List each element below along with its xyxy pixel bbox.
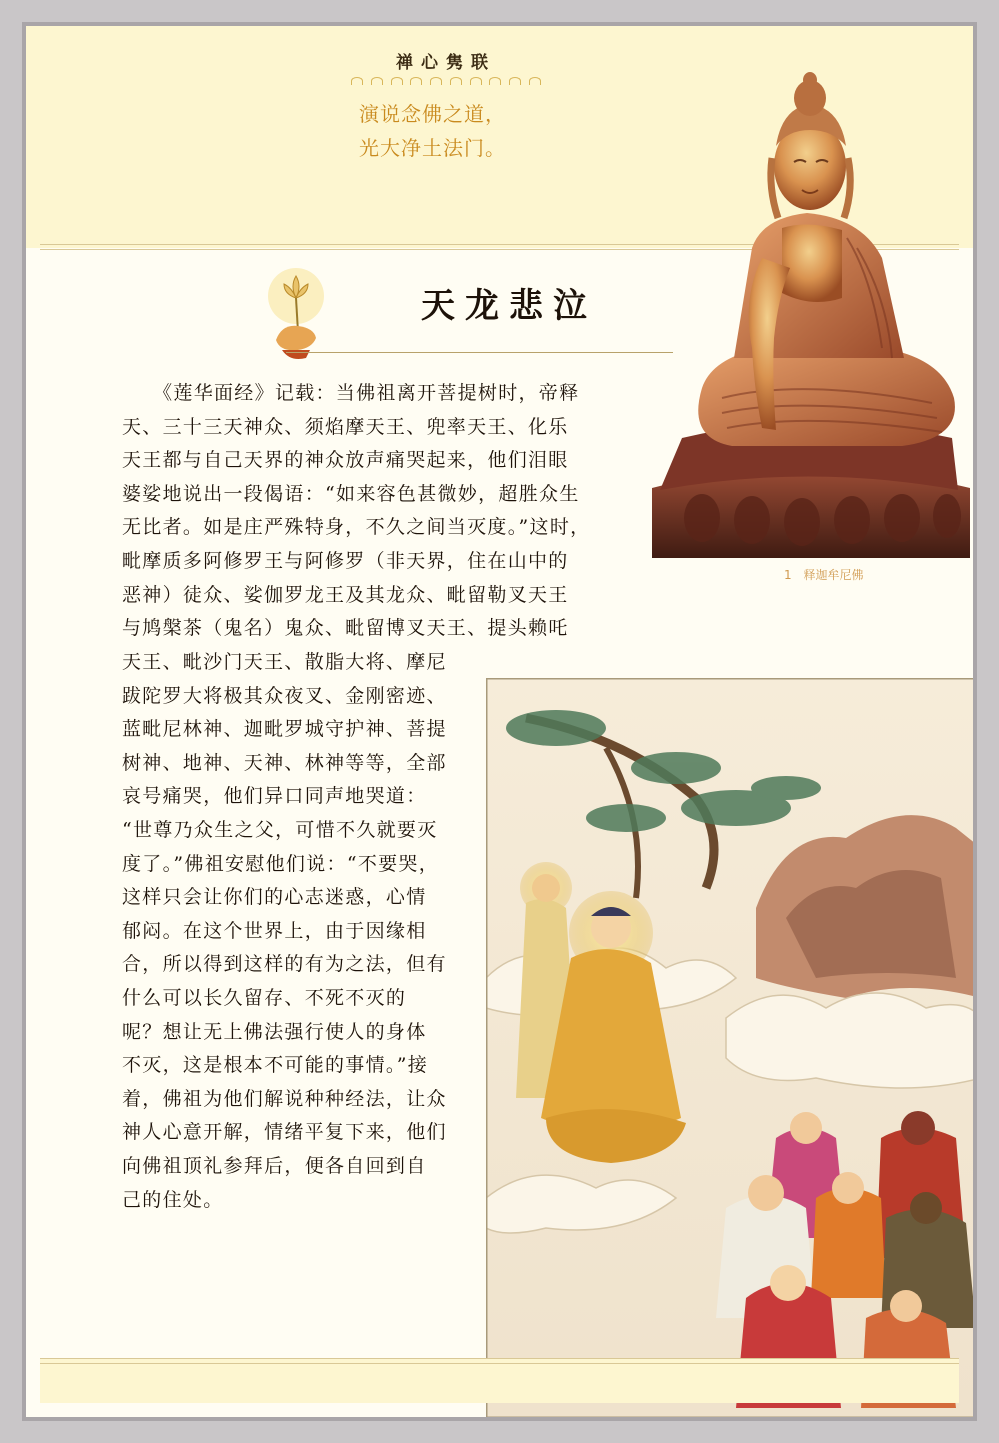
footer-band	[40, 1358, 959, 1403]
section-title: 天龙悲泣	[421, 286, 597, 326]
body-line: 天王、毗沙门天王、散脂大将、摩尼	[122, 651, 447, 673]
body-text-wide	[122, 377, 642, 646]
body-line: 度了。”佛祖安慰他们说：“不要哭，	[122, 852, 440, 875]
verse-line-1: 演说念佛之道，	[359, 102, 506, 126]
body-line: 这样只会让你们的心志迷惑，心情	[122, 886, 427, 909]
body-line: “世尊乃众生之父，可惜不久就要灭	[122, 818, 438, 841]
lotus-ornament-row	[351, 74, 541, 88]
body-line: 毗摩质多阿修罗王与阿修罗（非天界，住在山中的	[122, 549, 569, 572]
body-line: 哀号痛哭，他们异口同声地哭道：	[122, 785, 427, 808]
body-line: 合，所以得到这样的有为之法，但有	[122, 953, 447, 976]
statue-caption	[784, 566, 863, 583]
body-line: 呢？想让无上佛法强行使人的身体	[122, 1020, 427, 1043]
body-line: 己的住处。	[122, 1188, 224, 1211]
body-line: 与鸠槃茶（鬼名）鬼众、毗留博叉天王、提头赖吒	[122, 617, 569, 640]
body-line: 向佛祖顶礼参拜后，便各自回到自	[122, 1154, 427, 1177]
body-line: 蓝毗尼林神、迦毗罗城守护神、菩提	[122, 718, 447, 741]
book-title: 禅心隽联	[396, 53, 496, 73]
caption-text: 释迦牟尼佛	[803, 568, 864, 582]
buddha-statue-photo	[642, 58, 972, 558]
buddha-assembly-painting	[486, 678, 977, 1418]
body-line: 《莲华面经》记载：当佛祖离开菩提树时，帝释	[122, 382, 580, 404]
body-line: 恶神）徒众、娑伽罗龙王及其龙众、毗留勒叉天王	[122, 583, 569, 606]
body-text-narrow	[122, 646, 502, 1217]
body-line: 什么可以长久留存、不死不灭的	[122, 986, 407, 1009]
body-line: 无比者。如是庄严殊特身，不久之间当灭度。”这时，	[122, 516, 591, 539]
body-line: 郁闷。在这个世界上，由于因缘相	[122, 919, 427, 942]
book-page	[22, 22, 977, 1421]
body-line: 着，佛祖为他们解说种种经法，让众	[122, 1087, 447, 1110]
body-line: 天、三十三天神众、须焰摩天王、兜率天王、化乐	[122, 415, 569, 438]
body-line: 树神、地神、天神、林神等等，全部	[122, 751, 447, 774]
body-line: 天王都与自己天界的神众放声痛哭起来，他们泪眼	[122, 449, 569, 472]
verse-line-2: 光大净土法门。	[359, 136, 506, 160]
body-line: 神人心意开解，情绪平复下来，他们	[122, 1121, 447, 1144]
body-line: 跋陀罗大将极其众夜叉、金刚密迹、	[122, 684, 447, 707]
caption-number: 1	[784, 568, 792, 582]
body-line: 婆娑地说出一段偈语：“如来容色甚微妙，超胜众生	[122, 482, 580, 505]
title-underline	[286, 352, 673, 353]
body-line: 不灭，这是根本不可能的事情。”接	[122, 1054, 429, 1077]
